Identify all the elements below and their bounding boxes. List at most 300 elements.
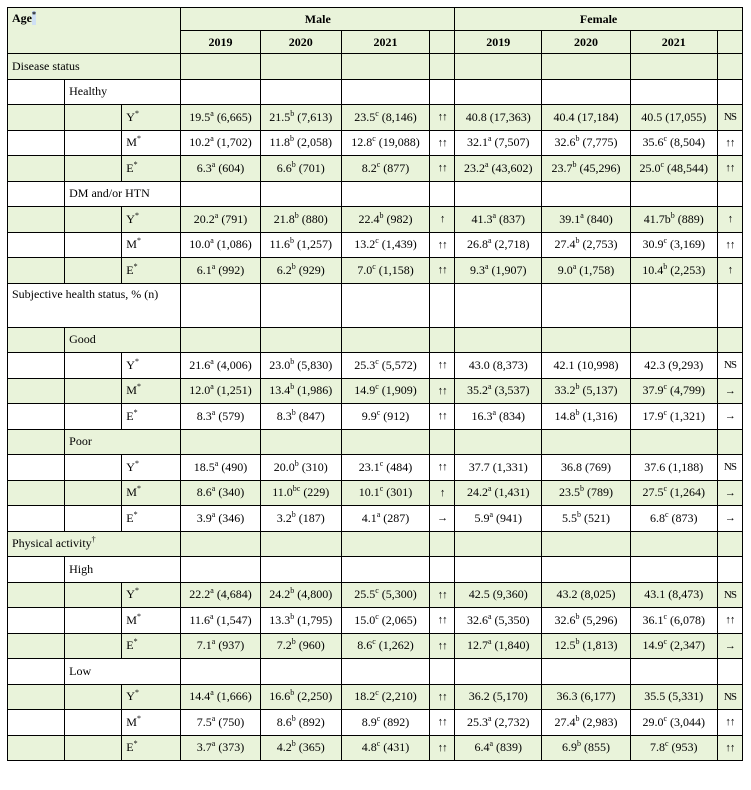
age-footnote: * bbox=[133, 637, 138, 647]
value-number: 27.5 bbox=[642, 485, 664, 500]
value-number: 19.5 bbox=[189, 109, 211, 124]
empty-cell bbox=[455, 327, 542, 353]
section-title-text: Subjective health status, % (n) bbox=[12, 286, 159, 301]
significance-letter: b bbox=[290, 134, 295, 144]
section-title-text: Disease status bbox=[12, 58, 80, 73]
age-group-label bbox=[122, 735, 181, 761]
value-cell bbox=[455, 480, 542, 506]
value-number: 22.4 bbox=[358, 211, 380, 226]
value-cell bbox=[630, 207, 717, 233]
value-count: (1,666) bbox=[213, 689, 252, 704]
empty-cell bbox=[181, 181, 260, 207]
section-title bbox=[8, 54, 181, 80]
value-cell bbox=[455, 633, 542, 659]
age-footnote: * bbox=[134, 458, 139, 468]
data-table bbox=[7, 7, 743, 761]
value-number: 23.7 bbox=[551, 160, 573, 175]
age-group-text: M bbox=[126, 485, 137, 500]
value-cell bbox=[455, 353, 542, 379]
value-cell bbox=[181, 404, 260, 430]
empty-cell bbox=[341, 181, 429, 207]
value-number: 14.8 bbox=[554, 408, 576, 423]
value-cell bbox=[630, 582, 717, 608]
value-cell bbox=[542, 130, 630, 156]
table-row bbox=[8, 735, 743, 761]
age-group-label bbox=[122, 684, 181, 710]
indent-cell bbox=[65, 506, 122, 532]
value-count: (953) bbox=[668, 740, 698, 755]
significance-letter: c bbox=[375, 688, 379, 698]
indent-cell bbox=[8, 79, 65, 105]
indent-cell bbox=[8, 378, 65, 404]
empty-cell bbox=[717, 327, 742, 353]
value-cell bbox=[181, 232, 260, 258]
value-number: 10.4 bbox=[642, 262, 664, 277]
significance-letter: b bbox=[291, 261, 296, 271]
empty-cell bbox=[341, 327, 429, 353]
age-group-text: E bbox=[126, 510, 134, 525]
indent-cell bbox=[65, 710, 122, 736]
value-count: (8,373) bbox=[489, 357, 528, 372]
empty-cell bbox=[181, 557, 260, 583]
value-cell bbox=[542, 480, 630, 506]
age-group-text: M bbox=[126, 612, 137, 627]
value-count: (365) bbox=[295, 740, 325, 755]
value-number: 8.6 bbox=[357, 638, 373, 653]
table-row bbox=[8, 353, 743, 379]
value-number: 36.1 bbox=[642, 612, 664, 627]
value-number: 40.5 bbox=[641, 109, 663, 124]
indent-cell bbox=[8, 207, 65, 233]
empty-cell bbox=[717, 531, 742, 557]
value-number: 8.3 bbox=[276, 408, 292, 423]
value-number: 8.9 bbox=[361, 714, 377, 729]
male-header: Male bbox=[181, 8, 455, 31]
significance-letter: a bbox=[492, 407, 497, 417]
value-cell bbox=[260, 130, 341, 156]
value-count: (7,507) bbox=[491, 135, 530, 150]
trend-cell: ↑↑ bbox=[717, 232, 742, 258]
age-group-label bbox=[122, 582, 181, 608]
value-number: 27.4 bbox=[554, 714, 576, 729]
significance-letter: a bbox=[211, 713, 216, 723]
subgroup-row bbox=[8, 181, 743, 207]
age-group-label bbox=[122, 378, 181, 404]
value-number: 36.2 bbox=[468, 689, 490, 704]
age-footnote: * bbox=[133, 261, 138, 271]
indent-cell bbox=[8, 455, 65, 481]
section-row bbox=[8, 54, 743, 80]
significance-letter: b bbox=[580, 484, 584, 494]
indent-cell bbox=[8, 480, 65, 506]
trend-cell: ↑↑ bbox=[717, 156, 742, 182]
value-count: (877) bbox=[380, 160, 410, 175]
age-footnote: * bbox=[134, 108, 139, 118]
significance-letter: a bbox=[572, 261, 577, 271]
significance-letter: c bbox=[663, 637, 668, 647]
significance-letter: a bbox=[487, 611, 492, 621]
value-number: 22.2 bbox=[189, 587, 211, 602]
indent-cell bbox=[65, 633, 122, 659]
empty-cell bbox=[260, 429, 341, 455]
value-cell bbox=[542, 735, 630, 761]
value-cell bbox=[630, 480, 717, 506]
age-group-text: M bbox=[126, 237, 137, 252]
age-group-label bbox=[122, 608, 181, 634]
value-count: (5,350) bbox=[491, 612, 530, 627]
age-group-text: Y bbox=[126, 357, 135, 372]
value-number: 6.3 bbox=[196, 160, 212, 175]
significance-letter: b bbox=[290, 688, 295, 698]
value-cell bbox=[630, 455, 717, 481]
empty-cell bbox=[341, 54, 429, 80]
significance-letter: a bbox=[210, 586, 214, 596]
value-count: (4,800) bbox=[294, 587, 333, 602]
value-cell bbox=[181, 684, 260, 710]
value-cell bbox=[341, 633, 429, 659]
age-group-text: Y bbox=[126, 109, 135, 124]
value-number: 42.1 bbox=[553, 357, 575, 372]
empty-cell bbox=[260, 659, 341, 685]
trend-cell: NS bbox=[717, 105, 742, 131]
empty-cell bbox=[341, 429, 429, 455]
significance-letter: a bbox=[211, 509, 216, 519]
value-count: (8,473) bbox=[665, 587, 704, 602]
empty-cell bbox=[717, 429, 742, 455]
table-row bbox=[8, 506, 743, 532]
value-number: 3.2 bbox=[276, 510, 292, 525]
table-row bbox=[8, 207, 743, 233]
value-number: 35.6 bbox=[642, 135, 664, 150]
value-number: 6.8 bbox=[649, 510, 665, 525]
trend-cell: → bbox=[717, 480, 742, 506]
significance-letter: c bbox=[376, 739, 381, 749]
trend-cell: ↑↑ bbox=[430, 105, 455, 131]
significance-letter: c bbox=[379, 484, 384, 494]
value-number: 8.6 bbox=[276, 714, 292, 729]
value-cell bbox=[181, 710, 260, 736]
value-cell bbox=[260, 156, 341, 182]
value-count: (1,086) bbox=[213, 237, 252, 252]
value-count: (2,983) bbox=[579, 714, 618, 729]
indent-cell bbox=[8, 258, 65, 284]
age-group-label bbox=[122, 506, 181, 532]
value-count: (579) bbox=[215, 408, 245, 423]
indent-cell bbox=[65, 480, 122, 506]
value-cell bbox=[542, 353, 630, 379]
significance-letter: b bbox=[291, 713, 296, 723]
subgroup-label: Healthy bbox=[65, 79, 181, 105]
significance-letter: c bbox=[376, 713, 381, 723]
value-number: 17.9 bbox=[642, 408, 664, 423]
value-cell bbox=[455, 130, 542, 156]
value-cell bbox=[181, 105, 260, 131]
significance-letter: b bbox=[577, 739, 581, 749]
age-group-text: M bbox=[126, 135, 137, 150]
trend-cell: → bbox=[430, 506, 455, 532]
significance-letter: a bbox=[210, 236, 214, 246]
value-cell bbox=[181, 506, 260, 532]
value-number: 40.8 bbox=[465, 109, 487, 124]
age-group-label bbox=[122, 258, 181, 284]
empty-cell bbox=[630, 327, 717, 353]
value-cell bbox=[260, 684, 341, 710]
empty-cell bbox=[430, 79, 455, 105]
section-row bbox=[8, 531, 743, 557]
indent-cell bbox=[65, 130, 122, 156]
value-cell bbox=[630, 105, 717, 131]
empty-cell bbox=[630, 557, 717, 583]
value-number: 42.5 bbox=[468, 587, 490, 602]
indent-cell bbox=[8, 232, 65, 258]
significance-letter: a bbox=[489, 509, 494, 519]
significance-letter: b bbox=[290, 611, 295, 621]
significance-letter: c bbox=[376, 407, 381, 417]
significance-letter: b bbox=[575, 637, 580, 647]
value-count: (1,331) bbox=[489, 459, 528, 474]
age-group-text: Y bbox=[126, 587, 135, 602]
empty-cell bbox=[181, 429, 260, 455]
age-group-text: Y bbox=[126, 211, 135, 226]
age-footnote: * bbox=[136, 236, 141, 246]
value-cell bbox=[341, 735, 429, 761]
significance-letter: c bbox=[376, 159, 381, 169]
trend-cell: ↑↑ bbox=[430, 735, 455, 761]
value-number: 8.2 bbox=[361, 160, 377, 175]
value-number: 25.3 bbox=[466, 714, 488, 729]
age-footnote: * bbox=[134, 356, 139, 366]
age-group-label bbox=[122, 480, 181, 506]
empty-cell bbox=[717, 54, 742, 80]
trend-cell: ↑↑ bbox=[717, 735, 742, 761]
trend-cell: ↑ bbox=[430, 207, 455, 233]
significance-letter: a bbox=[492, 210, 497, 220]
value-count: (2,347) bbox=[667, 638, 706, 653]
empty-cell bbox=[430, 327, 455, 353]
value-cell bbox=[260, 207, 341, 233]
value-count: (5,331) bbox=[665, 689, 704, 704]
indent-cell bbox=[8, 659, 65, 685]
value-count: (701) bbox=[295, 160, 325, 175]
significance-letter: b bbox=[575, 407, 580, 417]
value-cell bbox=[260, 455, 341, 481]
significance-letter: c bbox=[375, 356, 379, 366]
value-number: 37.6 bbox=[644, 459, 666, 474]
value-count: (855) bbox=[581, 740, 610, 755]
value-count: (3,169) bbox=[667, 237, 706, 252]
empty-cell bbox=[430, 54, 455, 80]
value-number: 7.8 bbox=[649, 740, 665, 755]
table-row bbox=[8, 378, 743, 404]
value-number: 23.1 bbox=[358, 459, 380, 474]
value-cell bbox=[181, 130, 260, 156]
empty-cell bbox=[630, 531, 717, 557]
value-cell bbox=[341, 582, 429, 608]
significance-letter: c bbox=[375, 236, 379, 246]
significance-letter: a bbox=[214, 210, 219, 220]
value-number: 23.5 bbox=[354, 109, 376, 124]
value-number: 6.4 bbox=[474, 740, 490, 755]
value-cell bbox=[542, 455, 630, 481]
value-number: 4.8 bbox=[361, 740, 377, 755]
value-cell bbox=[455, 378, 542, 404]
value-cell bbox=[341, 480, 429, 506]
empty-cell bbox=[630, 79, 717, 105]
empty-cell bbox=[341, 557, 429, 583]
age-group-text: E bbox=[126, 740, 134, 755]
table-row bbox=[8, 404, 743, 430]
empty-cell bbox=[341, 79, 429, 105]
value-number: 7.0 bbox=[357, 262, 373, 277]
trend-cell: ↑↑ bbox=[430, 582, 455, 608]
value-number: 23.0 bbox=[269, 357, 291, 372]
value-cell bbox=[181, 582, 260, 608]
significance-letter: a bbox=[211, 739, 216, 749]
value-count: (873) bbox=[668, 510, 698, 525]
indent-cell bbox=[65, 232, 122, 258]
value-count: (310) bbox=[298, 459, 328, 474]
empty-cell bbox=[455, 79, 542, 105]
empty-cell bbox=[717, 557, 742, 583]
indent-cell bbox=[65, 404, 122, 430]
value-cell bbox=[630, 506, 717, 532]
value-count: (750) bbox=[215, 714, 245, 729]
indent-cell bbox=[8, 181, 65, 207]
age-group-label bbox=[122, 232, 181, 258]
value-number: 26.8 bbox=[466, 237, 488, 252]
age-footnote: * bbox=[136, 611, 141, 621]
value-cell bbox=[260, 404, 341, 430]
value-number: 23.5 bbox=[559, 485, 580, 500]
value-number: 20.2 bbox=[193, 211, 215, 226]
value-number: 11.0 bbox=[272, 485, 293, 500]
value-number: 36.3 bbox=[556, 689, 578, 704]
value-count: (6,665) bbox=[213, 109, 252, 124]
value-count: (840) bbox=[583, 211, 613, 226]
value-count: (45,296) bbox=[576, 160, 621, 175]
subgroup-row bbox=[8, 79, 743, 105]
value-number: 16.3 bbox=[471, 408, 493, 423]
value-count: (2,210) bbox=[378, 689, 417, 704]
significance-letter: b bbox=[291, 159, 296, 169]
empty-cell bbox=[341, 283, 429, 327]
table-row bbox=[8, 480, 743, 506]
value-count: (2,753) bbox=[579, 237, 618, 252]
value-number: 25.3 bbox=[354, 357, 376, 372]
value-count: (17,055) bbox=[662, 109, 707, 124]
table-row bbox=[8, 608, 743, 634]
value-count: (6,177) bbox=[577, 689, 616, 704]
value-count: (1,321) bbox=[667, 408, 706, 423]
value-count: (2,250) bbox=[294, 689, 333, 704]
value-count: (8,146) bbox=[378, 109, 417, 124]
value-cell bbox=[630, 353, 717, 379]
significance-letter: c bbox=[663, 713, 668, 723]
significance-letter: b bbox=[291, 509, 296, 519]
trend-cell: ↑↑ bbox=[430, 378, 455, 404]
subgroup-label: Low bbox=[65, 659, 181, 685]
value-cell bbox=[341, 353, 429, 379]
value-cell bbox=[260, 633, 341, 659]
value-count: (834) bbox=[496, 408, 526, 423]
empty-cell bbox=[455, 659, 542, 685]
age-group-label bbox=[122, 404, 181, 430]
value-cell bbox=[455, 156, 542, 182]
empty-cell bbox=[717, 181, 742, 207]
value-cell bbox=[181, 207, 260, 233]
value-number: 6.6 bbox=[276, 160, 292, 175]
age-group-label bbox=[122, 105, 181, 131]
significance-letter: a bbox=[211, 637, 216, 647]
empty-cell bbox=[430, 181, 455, 207]
significance-letter: b bbox=[294, 210, 299, 220]
value-cell bbox=[341, 232, 429, 258]
significance-letter: a bbox=[214, 458, 219, 468]
age-footnote: * bbox=[136, 713, 141, 723]
significance-letter: a bbox=[210, 108, 214, 118]
value-number: 11.6 bbox=[189, 612, 211, 627]
significance-letter: a bbox=[487, 484, 492, 494]
significance-letter: c bbox=[663, 134, 668, 144]
significance-letter: a bbox=[210, 134, 214, 144]
value-number: 14.9 bbox=[642, 638, 664, 653]
value-number: 40.4 bbox=[553, 109, 575, 124]
value-count: (2,065) bbox=[378, 612, 417, 627]
value-count: (5,296) bbox=[579, 612, 618, 627]
indent-cell bbox=[8, 608, 65, 634]
value-count: (1,840) bbox=[491, 638, 530, 653]
value-number: 7.5 bbox=[196, 714, 212, 729]
indent-cell bbox=[65, 156, 122, 182]
significance-letter: b bbox=[290, 356, 295, 366]
empty-cell bbox=[260, 181, 341, 207]
trend-cell: ↑↑ bbox=[430, 232, 455, 258]
subgroup-label: Good bbox=[65, 327, 181, 353]
value-number: 12.8 bbox=[351, 135, 373, 150]
value-count: (929) bbox=[295, 262, 325, 277]
significance-letter: c bbox=[663, 236, 668, 246]
value-count: (340) bbox=[215, 485, 245, 500]
significance-letter: a bbox=[376, 509, 381, 519]
value-count: (1,758) bbox=[576, 262, 615, 277]
value-cell bbox=[542, 506, 630, 532]
empty-cell bbox=[260, 531, 341, 557]
value-count: (847) bbox=[295, 408, 325, 423]
value-cell bbox=[341, 378, 429, 404]
value-cell bbox=[630, 633, 717, 659]
trend-cell: ↑ bbox=[717, 207, 742, 233]
value-count: (604) bbox=[215, 160, 245, 175]
indent-cell bbox=[8, 633, 65, 659]
value-cell bbox=[341, 455, 429, 481]
value-count: (892) bbox=[295, 714, 325, 729]
value-count: (17,184) bbox=[574, 109, 619, 124]
value-cell bbox=[260, 735, 341, 761]
value-cell bbox=[181, 455, 260, 481]
value-number: 12.0 bbox=[189, 383, 211, 398]
value-number: 32.6 bbox=[554, 135, 576, 150]
value-number: 13.4 bbox=[269, 383, 291, 398]
value-cell bbox=[260, 710, 341, 736]
value-count: (2,058) bbox=[294, 135, 333, 150]
trend-cell: ↑↑ bbox=[430, 455, 455, 481]
empty-cell bbox=[430, 531, 455, 557]
empty-cell bbox=[260, 54, 341, 80]
significance-letter: b bbox=[291, 407, 296, 417]
value-count: (5,830) bbox=[294, 357, 333, 372]
age-group-text: Y bbox=[126, 459, 135, 474]
value-number: 32.1 bbox=[466, 135, 488, 150]
